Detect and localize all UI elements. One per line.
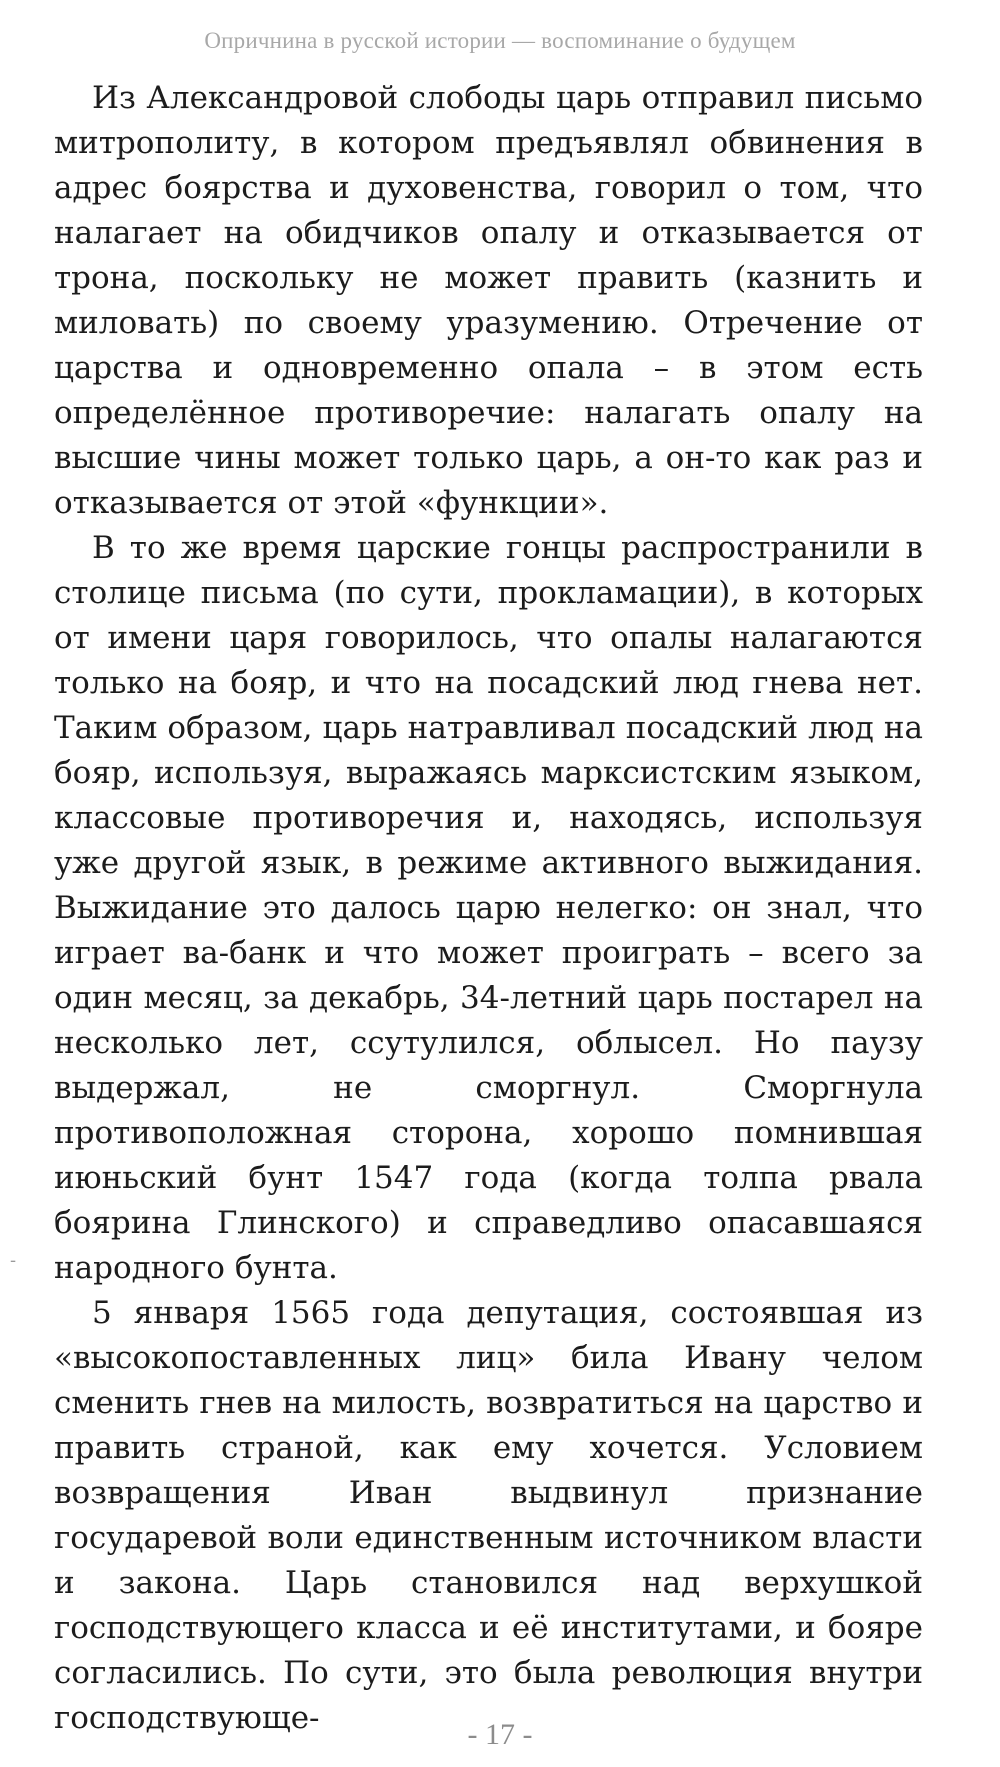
paragraph-1: Из Александровой слободы царь отправил письмо митрополиту, в котором предъявлял обвинения в адрес боярства и духовенства, говорил о том, что налагает на обидчиков опалу и отказывается от трона, поскольку не может править (казнить и миловать) по своему уразумению. Отречение от царства и одновременно опала – в этом есть определённое противоречие: налагать опалу на высшие чины может только царь, а он-то как раз и отказывается от этой «функции». <box>54 80 923 521</box>
paragraph-2: В то же время царские гонцы распространили в столице письма (по сути, прокламации), в которых от имени царя говорилось, что опалы налагаются только на бояр, и что на посадский люд гнева нет. Таким образом, царь натравливал посадский люд на бояр, используя, выражаясь марксистским языком, классовые противоречия и, находясь, используя уже другой язык, в режиме активного выжидания. Выжидание это далось царю нелегко: он знал, что играет ва-банк и что может проиграть – всего за один месяц, за декабрь, 34-летний царь постарел на несколько лет, ссутулился, облысел. Но паузу выдержал, не сморгнул. Сморгнула противоположная сторона, хорошо помнившая июньский бунт 1547 года (когда толпа рвала боярина Глинского) и справедливо опасавшаяся народного бунта. <box>54 530 923 1286</box>
page-number: - 17 - <box>467 1718 533 1751</box>
body-text <box>54 76 923 1741</box>
margin-dash-mark: - <box>10 1250 17 1271</box>
running-header: Опричнина в русской истории — воспоминание о будущем <box>204 28 796 53</box>
paragraph-3: 5 января 1565 года депутация, состоявшая из «высокопоставленных лиц» била Ивану челом сменить гнев на милость, возвратиться на царство и править страной, как ему хочется. Условием возвращения Иван выдвинул признание государевой воли единственным источником власти и закона. Царь становился над верхушкой господствующего класса и её институтами, и бояре согласились. По сути, это была революция внутри господствующе- <box>54 1295 923 1736</box>
